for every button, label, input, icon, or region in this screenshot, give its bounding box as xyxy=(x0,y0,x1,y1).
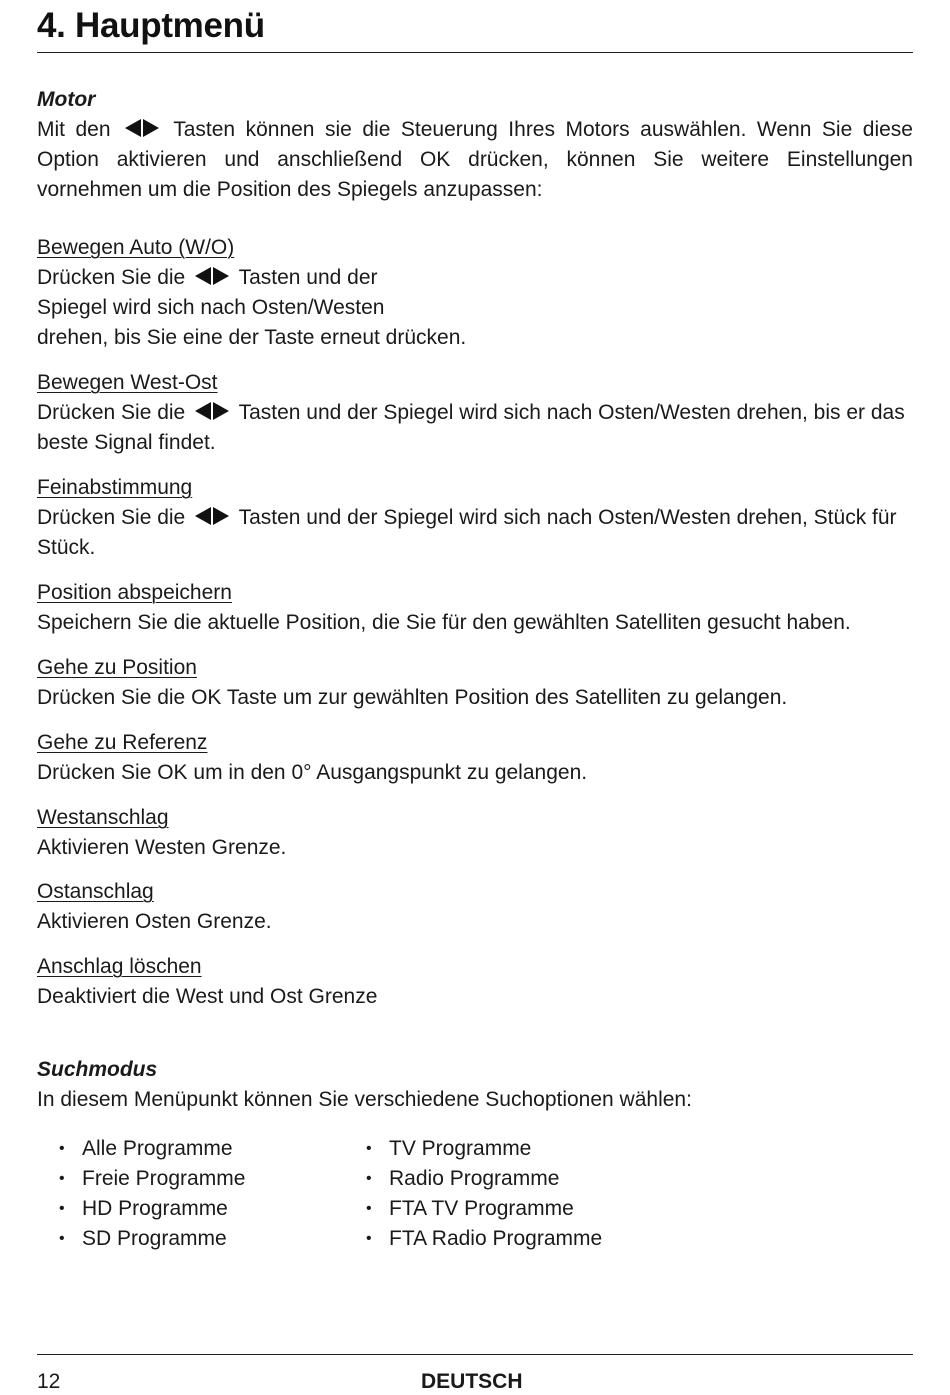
motor-intro-b: Tasten können sie die Steuerung Ihres Motors auswählen. Wenn Sie diese Option aktivieren und anschließend OK drücken, können Sie weitere Einstellungen vornehmen um die Position des Spiegels anzupassen: xyxy=(37,118,913,201)
option-body: Aktivieren Osten Grenze. xyxy=(37,910,272,933)
motor-intro xyxy=(37,115,913,205)
option-text-post: Tasten und der Spiegel wird sich nach Osten/Westen drehen, Stück für Stück. xyxy=(37,506,897,559)
motor-intro-a: Mit den xyxy=(37,118,111,141)
list-item: • FTA TV Programme xyxy=(344,1194,602,1224)
search-options-list-right xyxy=(344,1134,602,1254)
option-body: Aktivieren Westen Grenze. xyxy=(37,836,287,859)
list-item: • Freie Programme xyxy=(37,1164,245,1194)
left-right-arrows-icon xyxy=(195,402,229,420)
list-item: • Alle Programme xyxy=(37,1134,245,1164)
option-body: Deaktiviert die West und Ost Grenze xyxy=(37,985,378,1008)
option-text-post: Tasten und der xyxy=(238,266,378,289)
bullet-icon: • xyxy=(59,1230,65,1247)
bullet-icon: • xyxy=(59,1140,65,1157)
page-number: 12 xyxy=(37,1370,61,1393)
option-title: Ostanschlag xyxy=(37,880,154,903)
bullet-icon: • xyxy=(366,1230,372,1247)
option-body xyxy=(37,398,913,458)
heading-rule xyxy=(37,52,913,53)
option-body: Speichern Sie die aktuelle Position, die Sie für den gewählten Satelliten gesucht haben. xyxy=(37,611,851,634)
list-item: • Radio Programme xyxy=(344,1164,602,1194)
list-item: • TV Programme xyxy=(344,1134,602,1164)
option-body xyxy=(37,263,913,293)
option-text-pre: Drücken Sie die xyxy=(37,506,186,529)
motor-title: Motor xyxy=(37,88,96,111)
option-body: Drücken Sie die OK Taste um zur gewählten Position des Satelliten zu gelangen. xyxy=(37,686,788,709)
bullet-icon: • xyxy=(59,1170,65,1187)
option-position-abspeichern xyxy=(37,578,913,638)
left-right-arrows-icon xyxy=(195,507,229,525)
option-text-pre: Drücken Sie die xyxy=(37,266,186,289)
suchmodus-section xyxy=(37,1055,913,1115)
option-title: Anschlag löschen xyxy=(37,955,202,978)
option-anschlag-loeschen xyxy=(37,952,913,1012)
left-right-arrows-icon xyxy=(125,119,159,137)
left-right-arrows-icon xyxy=(195,267,229,285)
option-body: Drücken Sie OK um in den 0° Ausgangspunkt zu gelangen. xyxy=(37,761,588,784)
option-body-line: Spiegel wird sich nach Osten/Westen xyxy=(37,296,385,319)
footer-rule xyxy=(37,1354,913,1355)
option-bewegen-auto xyxy=(37,233,913,353)
option-title: Feinabstimmung xyxy=(37,476,193,499)
option-gehe-zu-referenz xyxy=(37,728,913,788)
option-text-pre: Drücken Sie die xyxy=(37,401,186,424)
list-item: • FTA Radio Programme xyxy=(344,1224,602,1254)
option-title: Gehe zu Position xyxy=(37,656,197,679)
list-item: • HD Programme xyxy=(37,1194,245,1224)
bullet-icon: • xyxy=(366,1200,372,1217)
search-options-list-left xyxy=(37,1134,245,1254)
bullet-icon: • xyxy=(59,1200,65,1217)
suchmodus-intro: In diesem Menüpunkt können Sie verschiedene Suchoptionen wählen: xyxy=(37,1088,692,1111)
option-bewegen-west-ost xyxy=(37,368,913,458)
bullet-icon: • xyxy=(366,1170,372,1187)
option-westanschlag xyxy=(37,803,913,863)
option-title: Westanschlag xyxy=(37,806,169,829)
list-item: • SD Programme xyxy=(37,1224,245,1254)
option-feinabstimmung xyxy=(37,473,913,563)
language-label: DEUTSCH xyxy=(421,1370,523,1393)
option-title: Gehe zu Referenz xyxy=(37,731,208,754)
option-title: Position abspeichern xyxy=(37,581,232,604)
option-title: Bewegen West-Ost xyxy=(37,371,218,394)
option-title: Bewegen Auto (W/O) xyxy=(37,236,235,259)
option-gehe-zu-position xyxy=(37,653,913,713)
motor-section xyxy=(37,85,913,205)
bullet-icon: • xyxy=(366,1140,372,1157)
suchmodus-title: Suchmodus xyxy=(37,1058,158,1081)
option-ostanschlag xyxy=(37,877,913,937)
chapter-heading: 4. Hauptmenü xyxy=(37,6,265,45)
option-text-post: Tasten und der Spiegel wird sich nach Osten/Westen drehen, bis er das beste Signal findet. xyxy=(37,401,905,454)
option-body-line: drehen, bis Sie eine der Taste erneut drücken. xyxy=(37,326,467,349)
option-body xyxy=(37,503,913,563)
